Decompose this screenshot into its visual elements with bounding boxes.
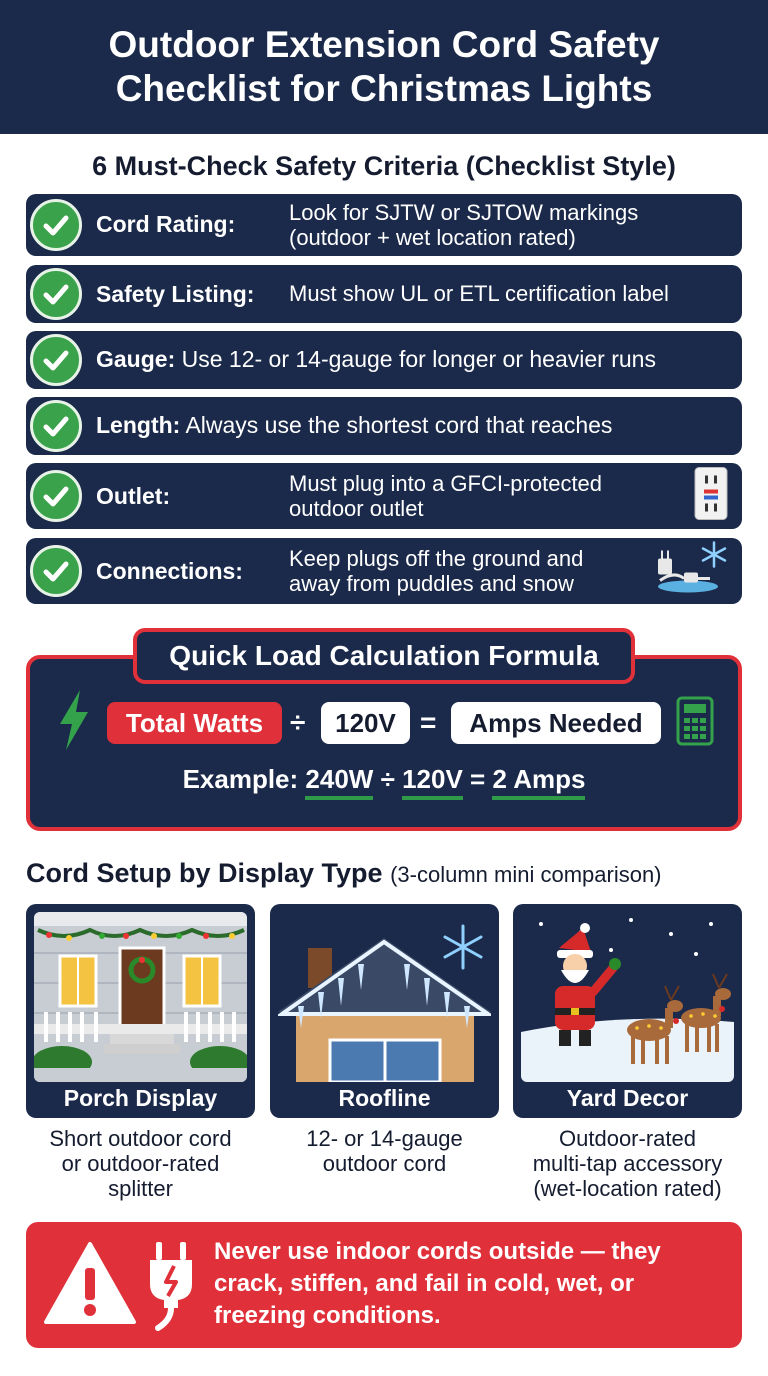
card-roofline	[270, 904, 499, 1118]
yard-decor-illustration	[521, 912, 734, 1082]
calculator-icon	[676, 696, 714, 751]
criteria-desc-line1: Must plug into a GFCI-protected	[289, 471, 603, 496]
criteria-desc-line2: (outdoor + wet location rated)	[289, 225, 576, 250]
card-desc-line: Outdoor-rated	[559, 1126, 696, 1151]
setup-title-sub: (3-column mini comparison)	[390, 862, 662, 887]
warning-line: crack, stiffen, and fail in cold, wet, or	[214, 1270, 635, 1297]
criteria-desc-line2: away from puddles and snow	[289, 571, 574, 596]
card-desc-line: splitter	[108, 1176, 173, 1201]
example-prefix: Example:	[182, 764, 299, 794]
criteria-row-outlet	[26, 463, 742, 529]
card-desc-porch	[26, 1126, 255, 1201]
formula-equation	[0, 702, 768, 744]
card-caption: Roofline	[338, 1085, 431, 1111]
card-desc-line: (wet-location rated)	[533, 1176, 722, 1201]
criteria-label: Cord Rating:	[96, 211, 236, 237]
criteria-label: Outlet:	[96, 483, 171, 509]
criteria-title: 6 Must-Check Safety Criteria (Checklist Style)	[92, 151, 676, 181]
criteria-label: Connections:	[96, 558, 243, 584]
roofline-illustration	[278, 912, 491, 1082]
lightning-icon	[56, 690, 92, 755]
criteria-desc-line1: Keep plugs off the ground and	[289, 546, 584, 571]
criteria-label: Safety Listing:	[96, 281, 255, 307]
criteria-row-cord-rating	[26, 194, 742, 256]
warning-text	[214, 1236, 734, 1332]
broken-plug-icon	[142, 1238, 200, 1337]
checkmark-icon	[30, 545, 82, 597]
checkmark-icon	[30, 470, 82, 522]
card-desc-line: outdoor cord	[322, 1151, 447, 1176]
card-desc-line: or outdoor-rated	[61, 1151, 220, 1176]
criteria-inline	[96, 412, 612, 439]
checkmark-icon	[30, 400, 82, 452]
example-divide: ÷	[380, 764, 395, 794]
card-porch-display	[26, 904, 255, 1118]
criteria-row-length	[26, 397, 742, 455]
formula-voltage: 120V	[321, 702, 410, 744]
formula-title: Quick Load Calculation Formula	[133, 628, 635, 684]
porch-illustration	[34, 912, 247, 1082]
criteria-label: Gauge:	[96, 346, 176, 372]
checkmark-icon	[30, 199, 82, 251]
criteria-desc-line1: Look for SJTW or SJTOW markings	[289, 200, 639, 225]
gfci-outlet-icon	[694, 467, 728, 526]
criteria-inline	[96, 346, 656, 373]
warning-banner	[26, 1222, 742, 1348]
card-desc-roofline	[270, 1126, 499, 1176]
formula-amps-needed: Amps Needed	[451, 702, 661, 744]
page-title-line1: Outdoor Extension Cord Safety	[108, 24, 660, 65]
card-caption: Yard Decor	[566, 1085, 689, 1111]
example-amps: 2 Amps	[492, 764, 585, 800]
formula-example	[0, 764, 768, 795]
page-title-line2: Checklist for Christmas Lights	[115, 68, 653, 109]
card-desc-yard-decor	[513, 1126, 742, 1201]
warning-line: Never use indoor cords outside — they	[214, 1238, 661, 1265]
setup-title-main: Cord Setup by Display Type	[26, 858, 383, 888]
criteria-desc-line2: outdoor outlet	[289, 496, 424, 521]
card-desc-line: Short outdoor cord	[49, 1126, 232, 1151]
formula-total-watts: Total Watts	[107, 702, 282, 744]
warning-line: freezing conditions.	[214, 1302, 441, 1329]
example-equals: =	[470, 764, 486, 794]
criteria-row-gauge	[26, 331, 742, 389]
criteria-row-connections	[26, 538, 742, 604]
criteria-label: Length:	[96, 412, 181, 438]
plug-snow-icon	[654, 541, 728, 602]
card-desc-line: multi-tap accessory	[532, 1151, 723, 1176]
example-volts: 120V	[402, 764, 463, 800]
criteria-desc-line1: Always use the shortest cord that reaches	[185, 412, 613, 438]
divide-sign: ÷	[290, 707, 306, 738]
card-yard-decor	[513, 904, 742, 1118]
example-watts: 240W	[305, 764, 373, 800]
criteria-desc-line1: Use 12- or 14-gauge for longer or heavier runs	[181, 346, 656, 372]
criteria-desc-line1: Must show UL or ETL certification label	[289, 281, 669, 306]
checkmark-icon	[30, 268, 82, 320]
card-caption: Porch Display	[63, 1085, 218, 1111]
checkmark-icon	[30, 334, 82, 386]
page-header	[0, 0, 768, 134]
setup-title	[26, 858, 662, 889]
warning-triangle-icon	[42, 1240, 138, 1333]
card-desc-line: 12- or 14-gauge	[306, 1126, 463, 1151]
criteria-row-safety-listing	[26, 265, 742, 323]
equals-sign: =	[420, 707, 437, 738]
